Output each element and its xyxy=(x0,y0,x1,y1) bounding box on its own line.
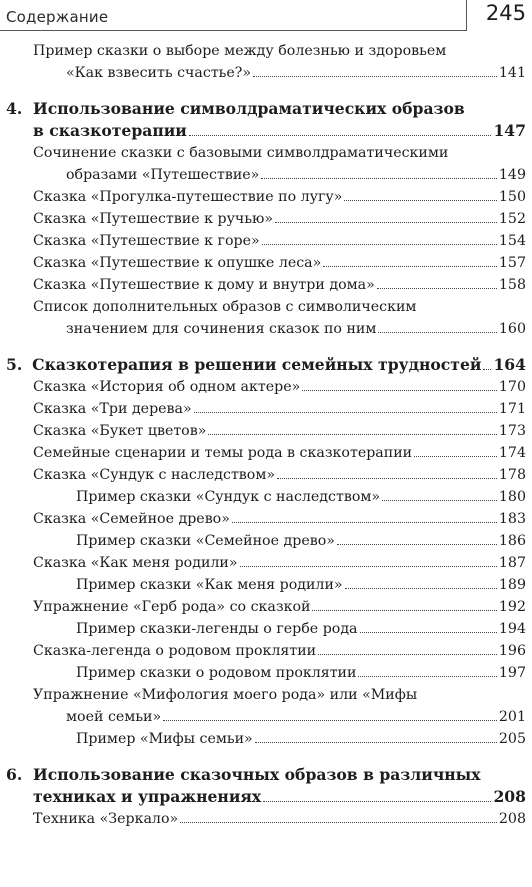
chapter-number: 5. xyxy=(6,355,23,374)
dot-leader xyxy=(318,654,497,655)
chapter-title: Использование сказочных образов в различных xyxy=(33,765,481,784)
toc-page-number: 194 xyxy=(498,621,526,637)
toc-page-number: 189 xyxy=(498,577,526,593)
dot-leader xyxy=(262,244,497,245)
toc-page-number: 180 xyxy=(498,489,526,505)
toc-page-number: 197 xyxy=(498,665,526,681)
dot-leader xyxy=(263,801,491,802)
toc-entry xyxy=(0,552,532,574)
toc-entry-text: Семейные сценарии и темы рода в сказкотерапии xyxy=(33,445,413,461)
header-divider-tick xyxy=(466,0,467,31)
toc-page-number: 201 xyxy=(498,709,526,725)
toc-subentry xyxy=(0,618,532,640)
toc-page-number: 149 xyxy=(498,167,526,183)
dot-leader xyxy=(261,178,497,179)
chapter-title: Использование символдраматических образов xyxy=(33,99,465,118)
toc-entry-text: моей семьи» xyxy=(66,709,162,725)
toc-entry-text: Сказка «Три дерева» xyxy=(33,401,192,417)
toc-page-number: 152 xyxy=(498,211,526,227)
toc-chapter-5 xyxy=(0,354,532,376)
toc-entry-text: Пример сказки «Сундук с наследством» xyxy=(76,489,381,505)
toc-page-number: 170 xyxy=(498,379,526,395)
toc-entry-text: Список дополнительных образов с символическим xyxy=(33,299,417,315)
dot-leader xyxy=(208,434,497,435)
toc-page-number: 186 xyxy=(498,533,526,549)
dot-leader xyxy=(414,456,497,457)
toc-page-number: 160 xyxy=(498,321,526,337)
toc-entry xyxy=(0,208,532,230)
table-of-contents xyxy=(0,40,532,830)
toc-entry-text: Сказка «Путешествие к дому и внутри дома» xyxy=(33,277,375,293)
dot-leader xyxy=(378,332,496,333)
toc-page-number: 205 xyxy=(498,731,526,747)
toc-entry-text: Пример «Мифы семьи» xyxy=(76,731,253,747)
toc-entry-text: Сказка «Как меня родили» xyxy=(33,555,238,571)
toc-entry-text: Упражнение «Герб рода» со сказкой xyxy=(33,599,311,615)
toc-chapter-4 xyxy=(0,98,532,142)
toc-page-number: 174 xyxy=(498,445,526,461)
toc-page-number: 158 xyxy=(498,277,526,293)
toc-page-number: 192 xyxy=(498,599,526,615)
toc-entry xyxy=(0,808,532,830)
toc-entry xyxy=(0,40,532,84)
chapter-title: техниках и упражнениях xyxy=(33,787,262,806)
toc-entry-text: Техника «Зеркало» xyxy=(33,811,179,827)
dot-leader xyxy=(277,478,497,479)
header-rule xyxy=(0,30,466,31)
dot-leader xyxy=(360,632,497,633)
toc-chapter-6 xyxy=(0,764,532,808)
chapter-number: 6. xyxy=(6,765,23,784)
toc-entry-text: значением для сочинения сказок по ним xyxy=(66,321,377,337)
toc-page-number: 173 xyxy=(498,423,526,439)
toc-entry xyxy=(0,442,532,464)
toc-entry-text: Сказка-легенда о родовом проклятии xyxy=(33,643,317,659)
toc-page-number: 171 xyxy=(498,401,526,417)
toc-entry xyxy=(0,142,532,186)
toc-entry xyxy=(0,186,532,208)
toc-page-number: 147 xyxy=(493,121,526,140)
dot-leader xyxy=(240,566,497,567)
toc-subentry xyxy=(0,662,532,684)
chapter-number: 4. xyxy=(6,99,23,118)
page-number: 245 xyxy=(485,1,526,25)
toc-entry xyxy=(0,596,532,618)
toc-subentry xyxy=(0,728,532,750)
dot-leader xyxy=(312,610,496,611)
dot-leader xyxy=(344,200,496,201)
toc-page-number: 150 xyxy=(498,189,526,205)
dot-leader xyxy=(163,720,497,721)
toc-page-number: 157 xyxy=(498,255,526,271)
toc-entry xyxy=(0,252,532,274)
dot-leader xyxy=(345,588,497,589)
toc-entry xyxy=(0,296,532,340)
dot-leader xyxy=(323,266,497,267)
toc-entry-text: Пример сказки-легенды о гербе рода xyxy=(76,621,358,637)
toc-entry-text: Сказка «Путешествие к ручью» xyxy=(33,211,274,227)
toc-entry-text: Упражнение «Мифология моего рода» или «Мифы xyxy=(33,687,418,703)
toc-entry-text: Сказка «Сундук с наследством» xyxy=(33,467,276,483)
toc-entry xyxy=(0,684,532,728)
toc-entry-text: Сочинение сказки с базовыми символдраматическими xyxy=(33,145,449,161)
toc-entry-text: Сказка «Путешествие к горе» xyxy=(33,233,260,249)
toc-entry-text: Сказка «История об одном актере» xyxy=(33,379,301,395)
dot-leader xyxy=(275,222,497,223)
dot-leader xyxy=(253,76,497,77)
toc-entry xyxy=(0,274,532,296)
toc-entry-text: «Как взвесить счастье?» xyxy=(66,65,252,81)
toc-page-number: 164 xyxy=(493,355,526,374)
dot-leader xyxy=(337,544,497,545)
toc-entry xyxy=(0,230,532,252)
toc-entry-text: Пример сказки «Как меня родили» xyxy=(76,577,343,593)
toc-page-number: 141 xyxy=(498,65,526,81)
dot-leader xyxy=(255,742,497,743)
toc-subentry xyxy=(0,574,532,596)
dot-leader xyxy=(377,288,497,289)
toc-entry-text: Сказка «Путешествие к опушке леса» xyxy=(33,255,322,271)
toc-entry xyxy=(0,464,532,486)
toc-subentry xyxy=(0,530,532,552)
toc-entry-text: Пример сказки «Семейное древо» xyxy=(76,533,335,549)
toc-entry xyxy=(0,420,532,442)
dot-leader xyxy=(189,135,492,136)
section-name: Содержание xyxy=(6,8,109,26)
toc-page-number: 154 xyxy=(498,233,526,249)
toc-entry-text: Пример сказки о выборе между болезнью и здоровьем xyxy=(33,43,447,59)
toc-page-number: 178 xyxy=(498,467,526,483)
toc-entry-text: образами «Путешествие» xyxy=(66,167,260,183)
dot-leader xyxy=(358,676,496,677)
toc-page-number: 208 xyxy=(498,811,526,827)
dot-leader xyxy=(382,500,497,501)
toc-entry xyxy=(0,640,532,662)
toc-entry xyxy=(0,508,532,530)
toc-entry-text: Сказка «Прогулка-путешествие по лугу» xyxy=(33,189,343,205)
toc-entry-text: Пример сказки о родовом проклятии xyxy=(76,665,357,681)
chapter-title: Сказкотерапия в решении семейных трудностей xyxy=(32,355,482,374)
dot-leader xyxy=(483,369,491,370)
toc-entry xyxy=(0,376,532,398)
toc-entry-text: Сказка «Семейное древо» xyxy=(33,511,230,527)
chapter-title: в сказкотерапии xyxy=(33,121,187,140)
dot-leader xyxy=(302,390,497,391)
toc-page-number: 208 xyxy=(493,787,526,806)
running-header xyxy=(0,0,532,32)
toc-page-number: 187 xyxy=(498,555,526,571)
dot-leader xyxy=(232,522,497,523)
dot-leader xyxy=(180,822,497,823)
dot-leader xyxy=(194,412,497,413)
toc-entry xyxy=(0,398,532,420)
toc-subentry xyxy=(0,486,532,508)
toc-page-number: 196 xyxy=(498,643,526,659)
toc-page-number: 183 xyxy=(498,511,526,527)
toc-entry-text: Сказка «Букет цветов» xyxy=(33,423,207,439)
